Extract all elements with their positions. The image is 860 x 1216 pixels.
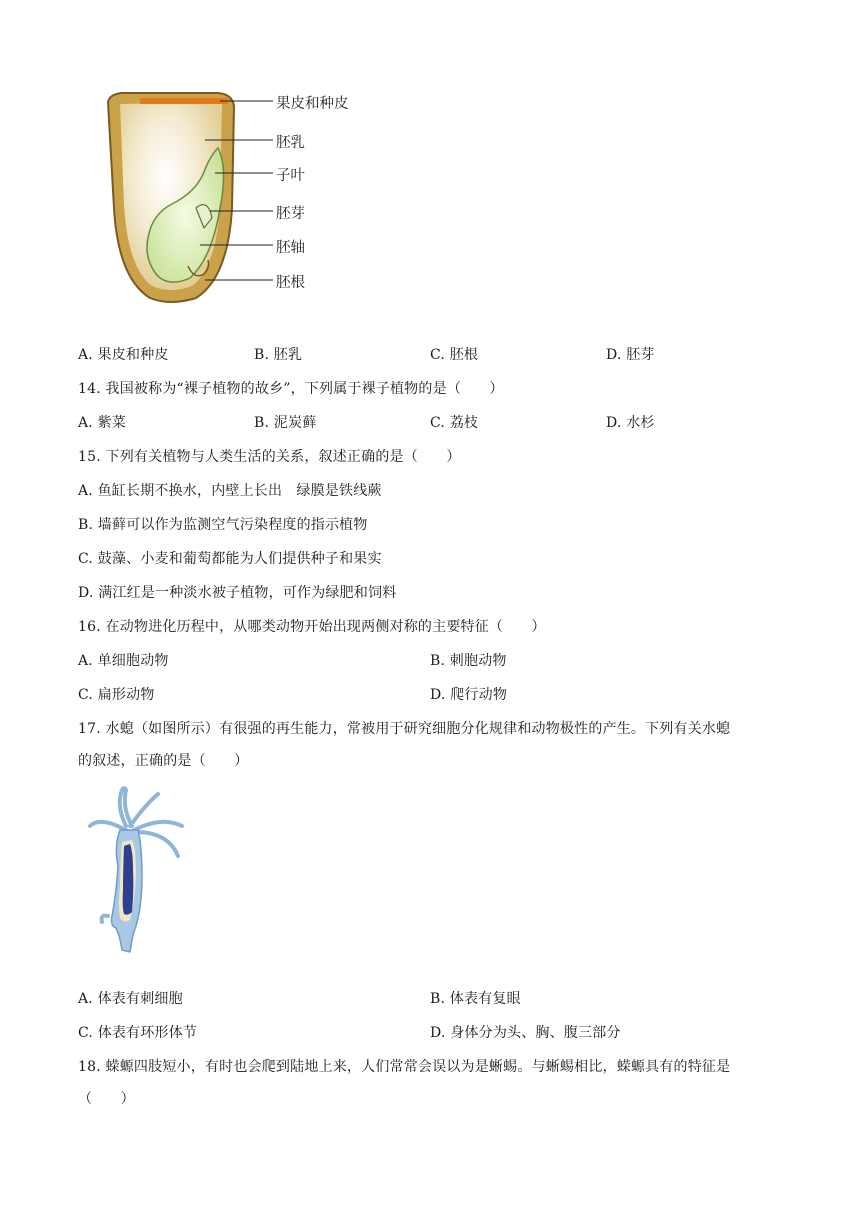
q17-option-b[interactable]: B. 体表有复眼 [430,991,521,1007]
q18-stem-line1: 18. 蝾螈四肢短小，有时也会爬到陆地上来，人们常常会误以为是蜥蜴。与蜥蜴相比，蝾螈具有的特征是 [78,1059,731,1075]
leader-lines [195,95,275,290]
q13-option-c[interactable]: C. 胚根 [430,347,479,363]
q16-option-b[interactable]: B. 刺胞动物 [430,653,507,669]
label-plumule: 胚芽 [276,206,305,222]
q15-option-d[interactable]: D. 满江红是一种淡水被子植物，可作为绿肥和饲料 [78,585,397,601]
q15-option-b[interactable]: B. 墙藓可以作为监测空气污染程度的指示植物 [78,517,368,533]
q17-option-c[interactable]: C. 体表有环形体节 [78,1025,198,1041]
q15-option-c[interactable]: C. 鼓藻、小麦和葡萄都能为人们提供种子和果实 [78,551,382,567]
q16-option-d[interactable]: D. 爬行动物 [430,687,508,703]
label-pericarp: 果皮和种皮 [276,96,349,112]
q14-option-a[interactable]: A. 紫菜 [78,415,127,431]
q14-option-c[interactable]: C. 荔枝 [430,415,479,431]
label-radicle: 胚根 [276,275,305,291]
q13-option-a[interactable]: A. 果皮和种皮 [78,347,169,363]
q18-stem-line2: （ ） [78,1091,135,1107]
q16-stem: 16. 在动物进化历程中，从哪类动物开始出现两侧对称的主要特征（ ） [78,619,546,635]
q16-option-a[interactable]: A. 单细胞动物 [78,653,169,669]
q15-stem: 15. 下列有关植物与人类生活的关系，叙述正确的是（ ） [78,449,461,465]
q13-option-d[interactable]: D. 胚芽 [606,347,655,363]
q14-stem: 14. 我国被称为“裸子植物的故乡”，下列属于裸子植物的是（ ） [78,381,504,397]
q15-option-a[interactable]: A. 鱼缸长期不换水，内壁上长出 绿膜是铁线蕨 [78,483,382,499]
q13-option-b[interactable]: B. 胚乳 [254,347,303,363]
q17-option-d[interactable]: D. 身体分为头、胸、腹三部分 [430,1025,621,1041]
q17-stem-line1: 17. 水螅（如图所示）有很强的再生能力，常被用于研究细胞分化规律和动物极性的产生。下列有关水螅 [78,721,731,737]
q17-option-a[interactable]: A. 体表有刺细胞 [78,991,183,1007]
q16-option-c[interactable]: C. 扁形动物 [78,687,155,703]
hydra-figure [86,786,190,956]
label-hypocotyl: 胚轴 [276,240,305,256]
label-endosperm: 胚乳 [276,135,305,151]
label-cotyledon: 子叶 [276,168,305,184]
q14-option-b[interactable]: B. 泥炭藓 [254,415,317,431]
q17-stem-line2: 的叙述，正确的是（ ） [78,753,249,769]
q14-option-d[interactable]: D. 水杉 [606,415,655,431]
